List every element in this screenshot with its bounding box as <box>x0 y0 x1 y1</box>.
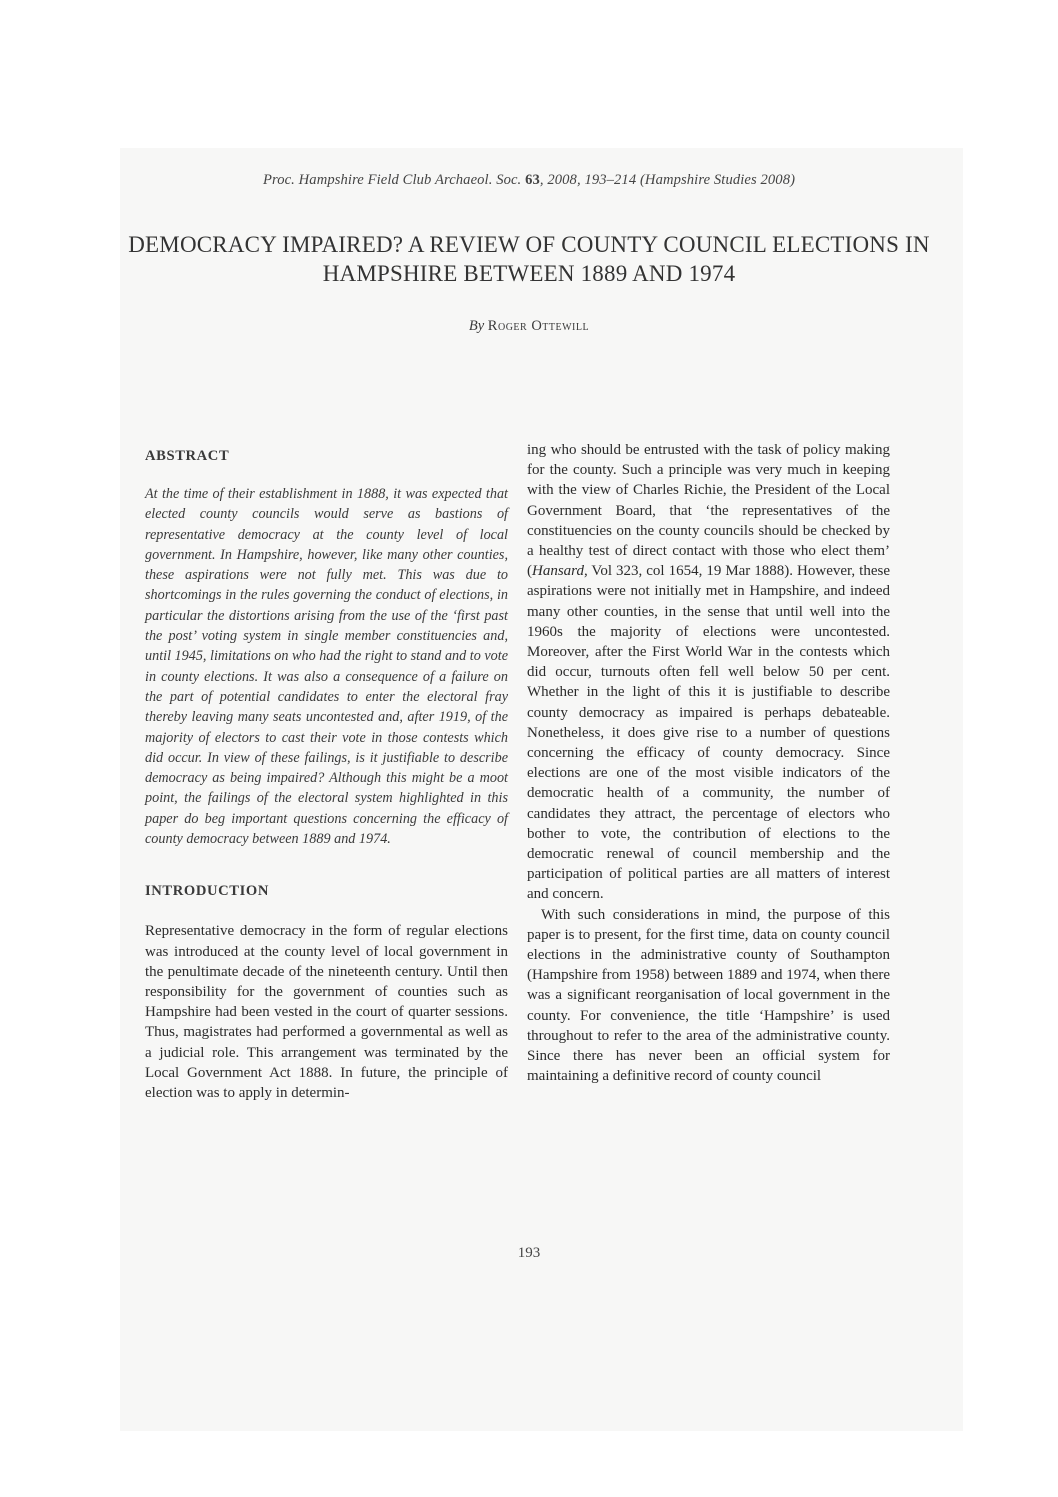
citation-prefix: Proc. Hampshire Field Club Archaeol. Soc. <box>262 172 526 188</box>
paragraph-text-b: , Vol 323, col 1654, 19 Mar 1888). However, these aspirations were not initially met in Hampshire, and indeed many other counties, in the sense that until well into the 1960s the majority of elections were uncontested. Moreover, after the First World War in the contests which did occur, turnouts often fell well below 50 per cent. Whether in the light of this it is justifiable to describe county democracy as impaired is perhaps debateable. Nonetheless, it does give rise to a number of questions concerning the efficacy of county democracy. Since elections are one of the most visible indicators of the democratic health of a community, the number of candidates they attract, the percentage of electors who bother to vote, the contribution of elections to the democratic renewal of council membership and the participation of political parties are all matters of interest and concern. <box>527 563 890 903</box>
article-title: DEMOCRACY IMPAIRED? A REVIEW OF COUNTY COUNCIL ELECTIONS IN HAMPSHIRE BETWEEN 1889 AND 1974 <box>128 232 930 286</box>
introduction-heading: INTRODUCTION <box>145 883 269 900</box>
author-name: Roger Ottewill <box>487 318 590 334</box>
introduction-paragraph-1-continued <box>527 440 890 905</box>
paragraph-text-a: ing who should be entrusted with the task of policy making for the county. Such a principle was very much in keeping with the view of Charles Richie, the President of the Local Government Board, that ‘the representatives of the constituencies on the county councils should be checked by a healthy test of direct contact with those who elect them’ ( <box>527 442 890 580</box>
left-column <box>145 448 508 1103</box>
citation-volume: 63 <box>525 172 540 188</box>
right-column <box>527 440 890 1087</box>
journal-citation <box>0 172 1058 189</box>
byline <box>0 318 1058 335</box>
introduction-paragraph-1: Representative democracy in the form of regular elections was introduced at the county level of local government in the penultimate decade of the nineteenth century. Until then responsibility for the government of counties such as Hampshire had been vested in the court of quarter sessions. Thus, magistrates had performed a governmental as well as a judicial role. This arrangement was terminated by the Local Government Act 1888. In future, the principle of election was to apply in determin- <box>145 923 508 1101</box>
abstract-text: At the time of their establishment in 1888, it was expected that elected county councils would serve as bastions of representative democracy at the county level of local government. In Hampshire, however, like many other counties, these aspirations were not fully met. This was due to shortcomings in the rules governing the conduct of elections, in particular the distortions arising from the use of the ‘first past the post’ voting system in single member constituencies and, until 1945, limitations on who had the right to stand and to vote in county elections. It was also a consequence of a failure on the part of potential candidates to enter the electoral fray thereby leaving many seats uncontested and, after 1919, of the majority of electors to cast their vote in those contests which did occur. In view of these failings, is it justifiable to describe democracy as being impaired? Although this might be a moot point, the failings of the electoral system highlighted in this paper do beg important questions concerning the efficacy of county democracy between 1889 and 1974. <box>145 486 508 848</box>
byline-prefix: By <box>468 318 485 334</box>
introduction-paragraph-2: With such considerations in mind, the purpose of this paper is to present, for the first time, data on county council elections in the administrative county of Southampton (Hampshire from 1958) between 1889 and 1974, when there was a significant reorganisation of local government in the county. For convenience, the title ‘Hampshire’ is used throughout to refer to the area of the administrative county. Since there has never been an official system for maintaining a definitive record of county council <box>527 906 890 1085</box>
source-citation: Hansard <box>532 563 584 580</box>
citation-suffix: , 2008, 193–214 (Hampshire Studies 2008) <box>539 172 796 188</box>
abstract-heading: ABSTRACT <box>145 448 230 464</box>
page-number: 193 <box>517 1245 541 1261</box>
